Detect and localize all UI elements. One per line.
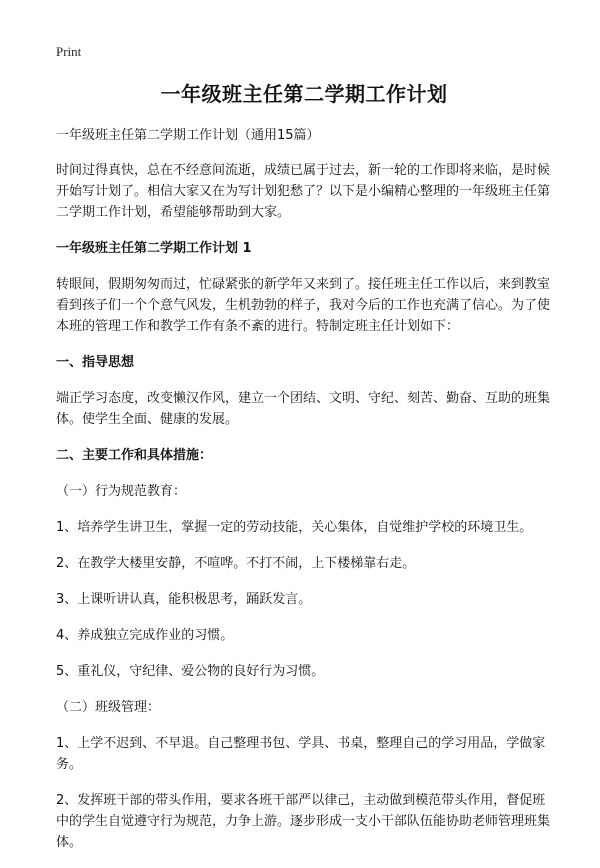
document-title: 一年级班主任第二学期工作计划 <box>160 82 448 106</box>
list-item: 1、培养学生讲卫生，掌握一定的劳动技能，关心集体，自觉维护学校的环境卫生。 <box>56 520 533 535</box>
list-item: 4、养成独立完成作业的习惯。 <box>56 628 234 643</box>
intro-paragraph: 时间过得真快，总在不经意间流逝，成绩已属于过去，新一轮的工作即将来临，是时候开始写计划了。相信大家又在为写计划犯愁了？以下是小编精心整理的一年级班主任第二学期工作计划，希望能够帮助到大家。 <box>56 163 551 220</box>
list-item: 3、上课听讲认真，能积极思考，踊跃发言。 <box>56 592 312 607</box>
heading-main-work: 二、主要工作和具体措施： <box>56 448 213 463</box>
subheading-class-management: （二）班级管理： <box>56 700 161 715</box>
heading-guiding-ideology: 一、指导思想 <box>56 355 135 370</box>
section-1-title: 一年级班主任第二学期工作计划 1 <box>56 241 252 256</box>
section-1-paragraph: 转眼间，假期匆匆而过，忙碌紧张的新学年又来到了。接任班主任工作以后，来到教室看到孩子们一个个意气风发，生机勃勃的样子，我对今后的工作也充满了信心。为了使本班的管理工作和教学工作有条不紊的进行。特制定班主任计划如下： <box>56 277 551 334</box>
list-item: 2、在教学大楼里安静，不喧哗。不打不闹，上下楼梯靠右走。 <box>56 556 416 571</box>
print-link[interactable]: Print <box>56 44 82 59</box>
subheading-behavior: （一）行为规范教育： <box>56 484 187 499</box>
list-item: 2、发挥班干部的带头作用，要求各班干部严以律己，主动做到模范带头作用，督促班中的学生自觉遵守行为规范，力争上游。逐步形成一支小干部队伍能协助老师管理班集体。 <box>56 793 551 850</box>
list-item: 1、上学不迟到、不早退。自己整理书包、学具、书桌，整理自己的学习用品，学做家务。 <box>56 736 546 772</box>
list-item: 5、重礼仪，守纪律、爱公物的良好行为习惯。 <box>56 664 325 679</box>
document-content <box>56 72 552 868</box>
document-subtitle: 一年级班主任第二学期工作计划（通用15篇） <box>56 128 320 143</box>
guiding-ideology-paragraph: 端正学习态度，改变懒汉作风，建立一个团结、文明、守纪、刻苦、勤奋、互助的班集体。使学生全面、健康的发展。 <box>56 391 551 427</box>
